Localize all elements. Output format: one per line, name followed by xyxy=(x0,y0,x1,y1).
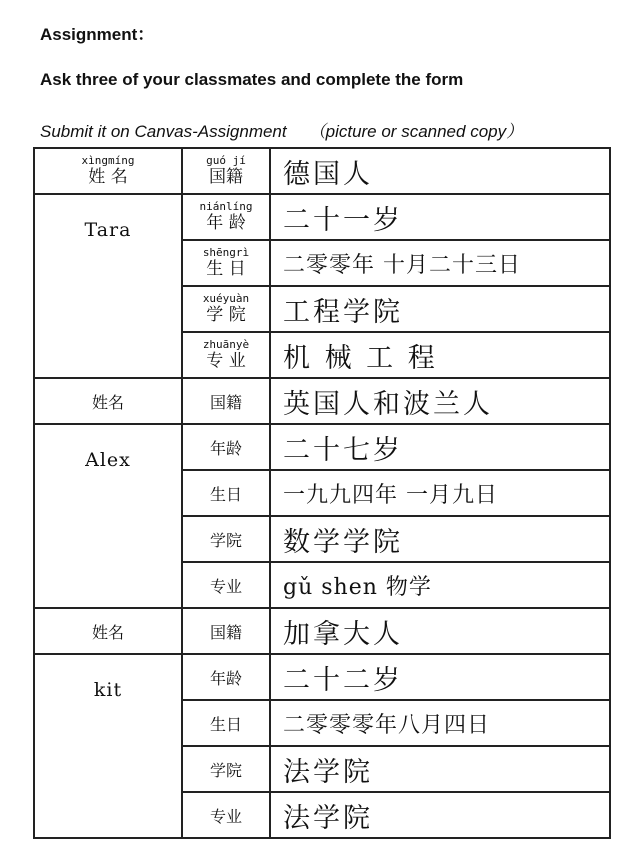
birthday-label-cell: 生日 xyxy=(182,470,270,516)
major-label-cell: 专业 xyxy=(182,562,270,608)
guoji-label: 国籍 xyxy=(209,167,243,187)
age-label-cell xyxy=(182,194,270,240)
nationality-answer: 英国人和波兰人 xyxy=(270,378,610,424)
xingming-label: 姓 名 xyxy=(88,167,128,187)
name-header-cell: 姓名 xyxy=(34,608,182,654)
name-header-cell xyxy=(34,148,182,194)
age-answer: 二十一岁 xyxy=(270,194,610,240)
xingming-pinyin: xìngmíng xyxy=(81,154,135,167)
table-row xyxy=(34,424,610,470)
zhuanye-pinyin: zhuānyè xyxy=(202,338,250,351)
college-answer: 法学院 xyxy=(270,746,610,792)
nationality-label-cell: 国籍 xyxy=(182,608,270,654)
submit-instruction xyxy=(40,117,523,142)
age-label-cell: 年龄 xyxy=(182,424,270,470)
college-answer: 工程学院 xyxy=(270,286,610,332)
age-answer: 二十二岁 xyxy=(270,654,610,700)
birthday-answer: 一九九四年 一月九日 xyxy=(270,470,610,516)
nationality-answer: 德国人 xyxy=(270,148,610,194)
major-answer: 法学院 xyxy=(270,792,610,838)
birthday-answer: 二零零零年八月四日 xyxy=(270,700,610,746)
zhuanye-label: 专 业 xyxy=(206,351,246,371)
shengri-label: 生 日 xyxy=(206,259,246,279)
name-header-cell: 姓名 xyxy=(34,378,182,424)
assignment-heading: Assignment： xyxy=(40,25,155,44)
instruction-text: Ask three of your classmates and complete the form xyxy=(40,70,464,89)
person-name-cell: Tara xyxy=(34,194,182,378)
major-answer: gǔ shen 物学 xyxy=(270,562,610,608)
college-answer: 数学学院 xyxy=(270,516,610,562)
xueyuan-label: 学 院 xyxy=(206,305,246,325)
submit-note: （picture or scanned copy） xyxy=(308,122,524,141)
classmate-form-table xyxy=(33,147,611,839)
nationality-label-cell xyxy=(182,148,270,194)
table-row xyxy=(34,194,610,240)
college-label-cell: 学院 xyxy=(182,746,270,792)
table-row xyxy=(34,148,610,194)
submit-text: Submit it on Canvas-Assignment xyxy=(40,122,287,141)
age-label-cell: 年龄 xyxy=(182,654,270,700)
birthday-label-cell xyxy=(182,240,270,286)
nationality-answer: 加拿大人 xyxy=(270,608,610,654)
major-answer: 机 械 工 程 xyxy=(270,332,610,378)
table-row xyxy=(34,378,610,424)
person-name-cell: kit xyxy=(34,654,182,838)
college-label-cell: 学院 xyxy=(182,516,270,562)
nationality-label-cell: 国籍 xyxy=(182,378,270,424)
nianling-pinyin: niánlíng xyxy=(199,200,253,213)
birthday-answer: 二零零年 十月二十三日 xyxy=(270,240,610,286)
major-label-cell: 专业 xyxy=(182,792,270,838)
nianling-label: 年 龄 xyxy=(206,213,246,233)
guoji-pinyin: guó jí xyxy=(206,154,246,167)
shengri-pinyin: shēngrì xyxy=(202,246,250,259)
person-name-cell: Alex xyxy=(34,424,182,608)
birthday-label-cell: 生日 xyxy=(182,700,270,746)
xueyuan-pinyin: xuéyuàn xyxy=(202,292,250,305)
college-label-cell xyxy=(182,286,270,332)
age-answer: 二十七岁 xyxy=(270,424,610,470)
table-row xyxy=(34,654,610,700)
table-row xyxy=(34,608,610,654)
major-label-cell xyxy=(182,332,270,378)
